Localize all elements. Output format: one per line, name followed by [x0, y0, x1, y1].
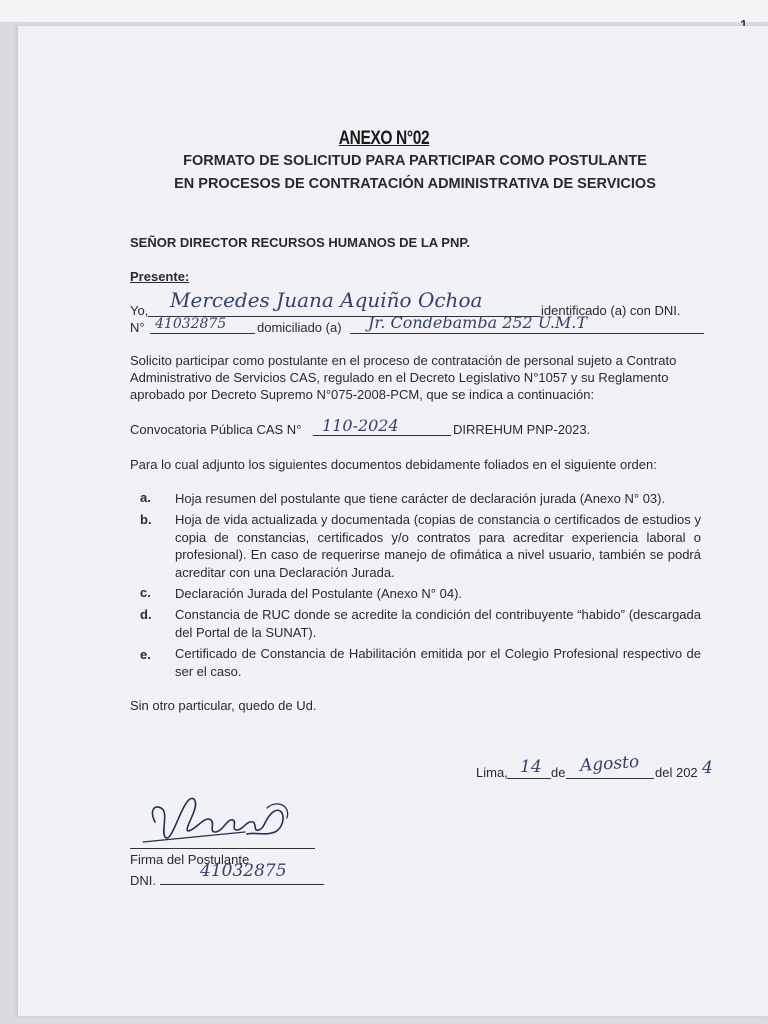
date-year-digit-handwritten: 4: [702, 758, 713, 778]
item-text-d: Constancia de RUC donde se acredite la condición del contribuyente “habido” (descargada del Portal de la SUNAT).: [175, 607, 701, 640]
convocatoria-label: Convocatoria Pública CAS N°: [130, 422, 302, 437]
handwritten-signature: [135, 782, 310, 852]
signature-dni-handwritten: 41032875: [200, 861, 287, 881]
annex-title: ANEXO N°02: [338, 128, 430, 149]
form-title-line-2: EN PROCESOS DE CONTRATACIÓN ADMINISTRATIVA DE SERVICIOS: [174, 176, 656, 192]
attachments-intro: Para lo cual adjunto los siguientes documentos debidamente foliados en el siguiente orden:: [130, 457, 657, 472]
request-line-2: Administrativo de Servicios CAS, regulado en el Decreto Legislativo N°1057 y su Reglamento: [130, 370, 669, 385]
item-text-a: Hoja resumen del postulante que tiene carácter de declaración jurada (Anexo N° 03).: [175, 491, 666, 506]
item-letter-b: b.: [140, 512, 152, 527]
domicile-label: domiciliado (a): [257, 320, 342, 335]
signature-label: Firma del Postulante: [130, 852, 250, 867]
yo-label: Yo,: [130, 303, 149, 318]
closing-text: Sin otro particular, quedo de Ud.: [130, 698, 317, 713]
form-title-line-1: FORMATO DE SOLICITUD PARA PARTICIPAR COMO POSTULANTE: [183, 153, 647, 169]
n-label: N°: [130, 320, 145, 335]
convocatoria-suffix: DIRREHUM PNP-2023.: [453, 422, 591, 437]
dni-line: [150, 333, 255, 334]
scan-top-strip: [0, 0, 768, 22]
addressee: SEÑOR DIRECTOR RECURSOS HUMANOS DE LA PNP.: [130, 235, 470, 250]
date-city-label: Lima,: [476, 765, 508, 780]
item-letter-e: e.: [140, 647, 151, 662]
convocatoria-number-handwritten: 110-2024: [322, 416, 399, 435]
item-text-e: Certificado de Constancia de Habilitación emitida por el Colegio Profesional respectivo de ser el caso.: [175, 646, 701, 679]
date-year-label: del 202: [655, 765, 698, 780]
item-text-b: Hoja de vida actualizada y documentada (copias de constancia o certificados de estudios y copia de constancias, certificados y/o contratos para acreditar experiencia laboral o profesional). En caso de requerirse manejo de ofimática a nivel usuario, también se podrá acreditar con una Declaración Jurada.: [175, 512, 701, 580]
signature-line: [130, 848, 315, 849]
item-letter-a: a.: [140, 490, 151, 505]
signature-dni-line: [160, 884, 324, 885]
signature-dni-label: DNI.: [130, 873, 156, 888]
item-text-c: Declaración Jurada del Postulante (Anexo N° 04).: [175, 586, 463, 601]
address-line: [350, 333, 704, 334]
convocatoria-line: [313, 435, 451, 436]
identified-label: identificado (a) con DNI.: [541, 303, 681, 318]
request-line-1: Solicito participar como postulante en el proceso de contratación de personal sujeto a Contrato: [130, 353, 677, 368]
presente-label: Presente:: [130, 269, 190, 284]
date-day-handwritten: 14: [520, 757, 542, 777]
applicant-name-handwritten: Mercedes Juana Aquiño Ochoa: [170, 288, 483, 312]
address-handwritten: Jr. Condebamba 252 U.M.T: [368, 313, 588, 332]
date-month-line: [566, 778, 654, 779]
item-letter-d: d.: [140, 607, 152, 622]
date-de-label: de: [551, 765, 566, 780]
date-month-handwritten: Agosto: [579, 751, 640, 777]
dni-handwritten: 41032875: [155, 316, 227, 332]
request-line-3: aprobado por Decreto Supremo N°075-2008-PCM, que se indica a continuación:: [130, 387, 595, 402]
item-letter-c: c.: [140, 585, 151, 600]
date-day-line: [507, 778, 551, 779]
